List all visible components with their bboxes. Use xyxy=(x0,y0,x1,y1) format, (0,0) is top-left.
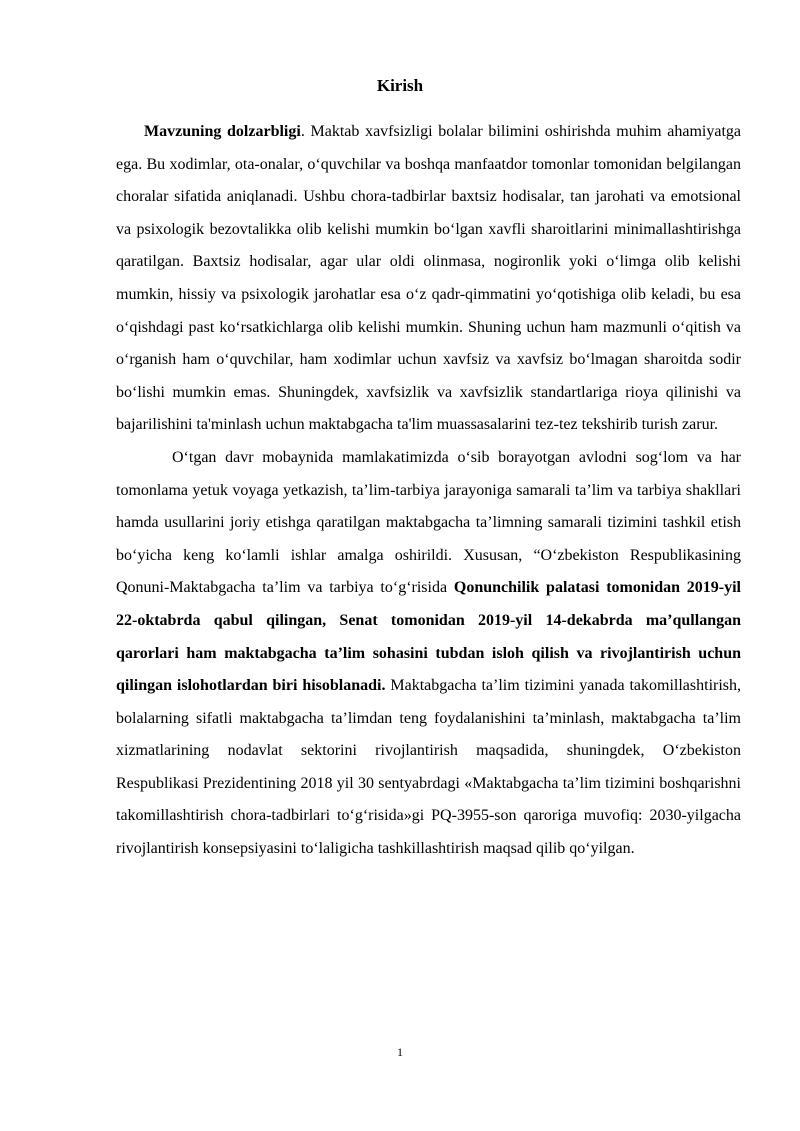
paragraph-relevance xyxy=(116,116,741,442)
paragraph-history xyxy=(116,442,741,866)
history-text-before: Oʻtgan davr mobaynida mamlakatimizda oʻsib borayotgan avlodni sogʻlom va har tomonlama yetuk voyaga yetkazish, ta’lim-tarbiya jarayoniga samarali ta’lim va tarbiya shakllari hamda usullarini joriy etishga qaratilgan maktabgacha ta’limning samarali tizimini tashkil etish boʻyicha keng koʻlamli ishlar amalga oshirildi. Xususan, “Oʻzbekiston Respublikasining Qonuni-Maktabgacha ta’lim va tarbiya toʻgʻrisida xyxy=(116,448,741,597)
section-title: Kirish xyxy=(376,76,424,95)
relevance-heading: Mavzuning dolzarbligi xyxy=(144,123,301,140)
relevance-text: . Maktab xavfsizligi bolalar bilimini oshirishda muhim ahamiyatga ega. Bu xodimlar, ota-onalar, oʻquvchilar va boshqa manfaatdor tomonlar tomonidan belgilangan choralar sifatida aniqlanadi. Ushbu chora-tadbirlar baxtsiz hodisalar, tan jarohati va emotsional va psixologik bezovtalikka olib kelishi mumkin boʻlgan xavfli sharoitlarini minimallashtirishga qaratilgan. Baxtsiz hodisalar, agar ular oldi olinmasa, nogironlik yoki oʻlimga olib kelishi mumkin, hissiy va psixologik jarohatlar esa oʻz qadr-qimmatini yoʻqotishiga olib keladi, bu esa oʻqishdagi past koʻrsatkichlarga olib kelishi mumkin. Shuning uchun ham mazmunli oʻqitish va oʻrganish ham oʻquvchilar, ham xodimlar uchun xavfsiz va xavfsiz boʻlmagan sharoitda sodir boʻlishi mumkin emas. Shuningdek, xavfsizlik va xavfsizlik standartlariga rioya qilinishi va bajarilishini ta'minlash uchun maktabgacha ta'lim muassasalarini tez-tez tekshirib turish zarur. xyxy=(116,123,742,434)
history-text-after: Maktabgacha ta’lim tizimini yanada takomillashtirish, bolalarning sifatli maktabgacha ta’limdan teng foydalanishini ta’minlash, maktabgacha ta’lim xizmatlarining nodavlat sektorini rivojlantirish maqsadida, shuningdek, Oʻzbekiston Respublikasi Prezidentining 2018 yil 30 sentyabrdagi «Maktabgacha ta’lim tizimini boshqarishni takomillashtirish chora-tadbirlari toʻgʻrisida»gi PQ-3955-son qaroriga muvofiq: 2030-yilgacha rivojlantirish konsepsiyasini toʻlaligicha tashkillashtirish maqsad qilib qoʻyilgan. xyxy=(116,677,742,858)
document-body xyxy=(116,116,741,866)
history-bold-text: Qonunchilik palatasi tomonidan 2019-yil 22-oktabrda qabul qilingan, Senat tomonidan 2019-yil 14-dekabrda ma’qullangan qarorlari ham maktabgacha ta’lim sohasini tubdan isloh qilish va rivojlantirish uchun qilingan islohotlardan biri hisoblanadi. xyxy=(116,579,741,695)
page-number: 1 xyxy=(397,1045,403,1059)
